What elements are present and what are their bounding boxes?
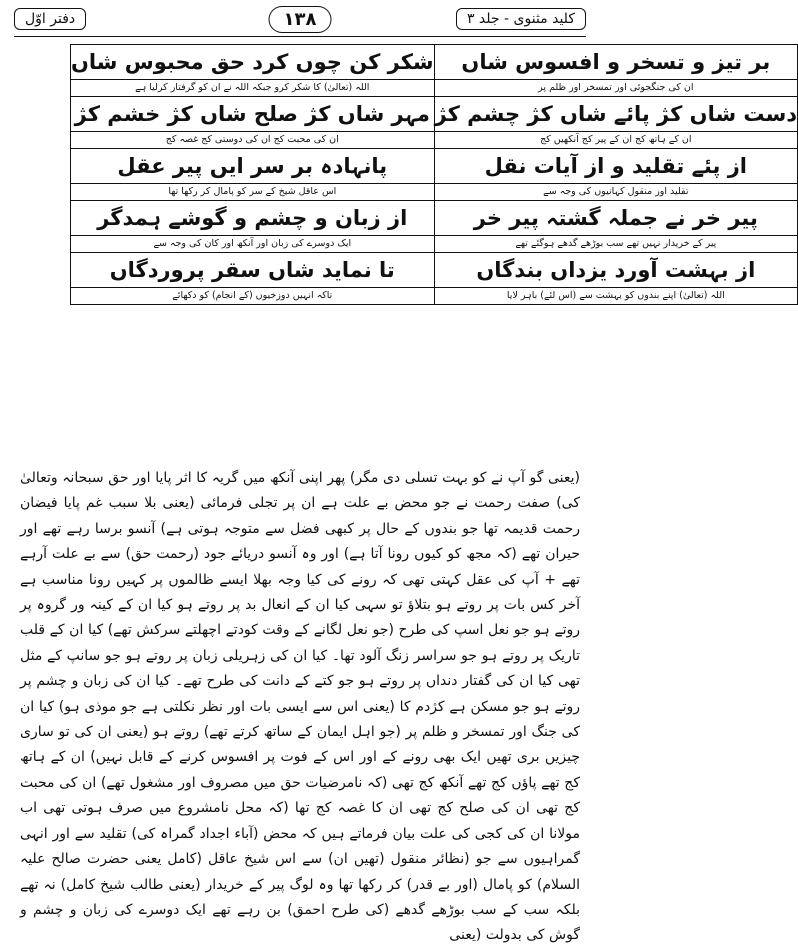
verse-cell-left — [71, 45, 435, 97]
verse-cell-left — [71, 97, 435, 149]
page-header — [14, 6, 586, 36]
verse-cell-right — [434, 45, 798, 97]
persian-verse: شکر کن چوں کرد حق محبوس شاں — [71, 50, 434, 74]
verse-cell-left — [71, 253, 435, 305]
urdu-gloss: ان کی محبت کج ان کی دوستی کج غصہ کج — [71, 131, 434, 148]
urdu-gloss: تقلید اور منقول کہانیوں کی وجہ سے — [435, 183, 798, 200]
verse-row — [71, 97, 798, 149]
verse-cell-left — [71, 201, 435, 253]
urdu-gloss: ان کی جنگجوئی اور تمسخر اور ظلم پر — [435, 79, 798, 96]
book-title-label: کلید مثنوی - جلد ۳ — [456, 8, 586, 30]
persian-verse: از زبان و چشم و گوشے ہمدگر — [97, 206, 408, 230]
urdu-gloss: ان کے ہاتھ کج ان کے پیر کج آنکھیں کج — [435, 131, 798, 148]
urdu-gloss: اللہ (تعالیٰ) کا شکر کرو جبکہ اللہ نے ان کو گرفتار کرلیا ہے — [71, 79, 434, 96]
verse-cell-left — [71, 149, 435, 201]
verse-table — [70, 44, 798, 305]
persian-verse: بر تیز و تسخر و افسوس شاں — [461, 50, 771, 74]
persian-verse: از پئے تقلید و از آیات نقل — [484, 154, 747, 178]
verse-cell-right — [434, 253, 798, 305]
volume-section-label: دفتر اوّل — [14, 8, 86, 30]
verse-row — [71, 45, 798, 97]
page-number: ۱۳۸ — [269, 6, 332, 33]
persian-verse: تا نماید شاں سقر پروردگاں — [109, 258, 395, 282]
urdu-gloss: پیر کے خریدار نہیں تھے سب بوڑھے گدھے ہوگئے تھے — [435, 235, 798, 252]
verse-row — [71, 201, 798, 253]
persian-verse: مہر شاں کژ صلح شاں کژ خشم کژ — [74, 102, 430, 126]
commentary-paragraph: (یعنی گو آپ نے کو بہت تسلی دی مگر) پھر اپنی آنکھ میں گریہ کا اثر پایا اور حق سبحانہ وتعالیٰ کی) صفت رحمت نے جو محض بے علت ہے ان پر تجلی فرمائی (یعنی بلا سبب غم پایا فیضان رحمت قدیمہ تھا جو بندوں کے حال پر کبھی فضل سے متوجہ ہوتی ہے) آنسو برسا رہے تھے اور حیران تھے (کہ مجھ کو کیوں رونا آتا ہے) اور وہ آنسو دریائے جود (رحمت حق) سے بے علت آرہے تھے + آپ کی عقل کہتی تھی کہ رونے کی کیا وجہ بھلا ایسے ظالموں پر کہیں رونا مناسب ہے آخر کس بات پر روتے ہو بتلاؤ تو سہی کیا ان کے انعال بد پر روتے ہو کیا ان کے کینہ ور گروہ پر روتے ہو جو نعل اسپ کی طرح (جو نعل لگانے کے وقت کودتے اچھلتے سرکش تھے) کیا ان کے قلب تاریک پر روتے ہو جو سراسر زنگ آلود تھا۔ کیا ان کی زہریلی زبان پر روتے ہو جو سانپ کے مثل تھی کیا ان کی گفتار دنداں پر روتے ہو جو کتے کے دانت کی طرح تھے۔ کیا ان کی زبان و چشم پر روتے ہو جو مسکن ہے کژدم کا (یعنی اس سے ایسی بات اور نظر نکلتی ہے جو موذی ہو) کیا ان کی جنگ اور تمسخر و ظلم پر (جو اہل ایمان کے ساتھ کرتے تھے) روتے ہو (یعنی ان کی تو ساری چیزیں بری تھیں ایک بھی رونے کے اور اس کے فوت پر افسوس کرنے کے قابل نہیں) ان کے ہاتھ کج تھے پاؤں کج تھے آنکھ کج تھی (کہ نامرضیات حق میں مصروف اور مشغول تھے) ان کی محبت کج تھی ان کی صلح کج تھی ان کا غصہ کج تھا (کہ محل نامشروع میں صرف ہوتی تھی اب مولانا ان کی کجی کی علت بیان فرماتے ہیں کہ محض (آباء اجداد گمراہ کی) تقلید سے اور انہی گمراہیوں سے جو (نظائر منقول (تھیں ان) سے اس شیخ عاقل (کامل یعنی حضرت صالح علیہ السلام) کو پامال (اور بے قدر) کر رکھا تھا وہ لوگ پیر کے خریدار (یعنی طالب شیخ کامل) نہ تھے بلکہ سب کے سب بوڑھے گدھے (کی طرح احمق) بن رہے تھے ایک دوسرے کی زبان و چشم و گوش کی بدولت (یعنی — [20, 470, 580, 944]
verse-cell-right — [434, 97, 798, 149]
verse-row — [71, 253, 798, 305]
persian-verse: پانہادہ بر سر ایں پیر عقل — [117, 154, 388, 178]
urdu-gloss: ایک دوسرے کی زبان اور آنکھ اور کان کی وجہ سے — [71, 235, 434, 252]
persian-verse: از بہشت آورد یزداں بندگاں — [476, 258, 756, 282]
urdu-gloss: اللہ (تعالیٰ) اپنے بندوں کو بہشت سے (اس لئے) باہر لایا — [435, 287, 798, 304]
verse-cell-right — [434, 201, 798, 253]
verse-cell-right — [434, 149, 798, 201]
header-rule — [14, 36, 586, 37]
persian-verse: دست شاں کژ پائے شاں کژ چشم کژ — [434, 102, 798, 126]
urdu-gloss: اس عاقل شیخ کے سر کو پامال کر رکھا تھا — [71, 183, 434, 200]
verse-row — [71, 149, 798, 201]
persian-verse: پیر خر نے جملہ گشتہ پیر خر — [473, 206, 758, 230]
urdu-gloss: تاکہ انہیں دوزخیوں (کے انجام) کو دکھائے — [71, 287, 434, 304]
